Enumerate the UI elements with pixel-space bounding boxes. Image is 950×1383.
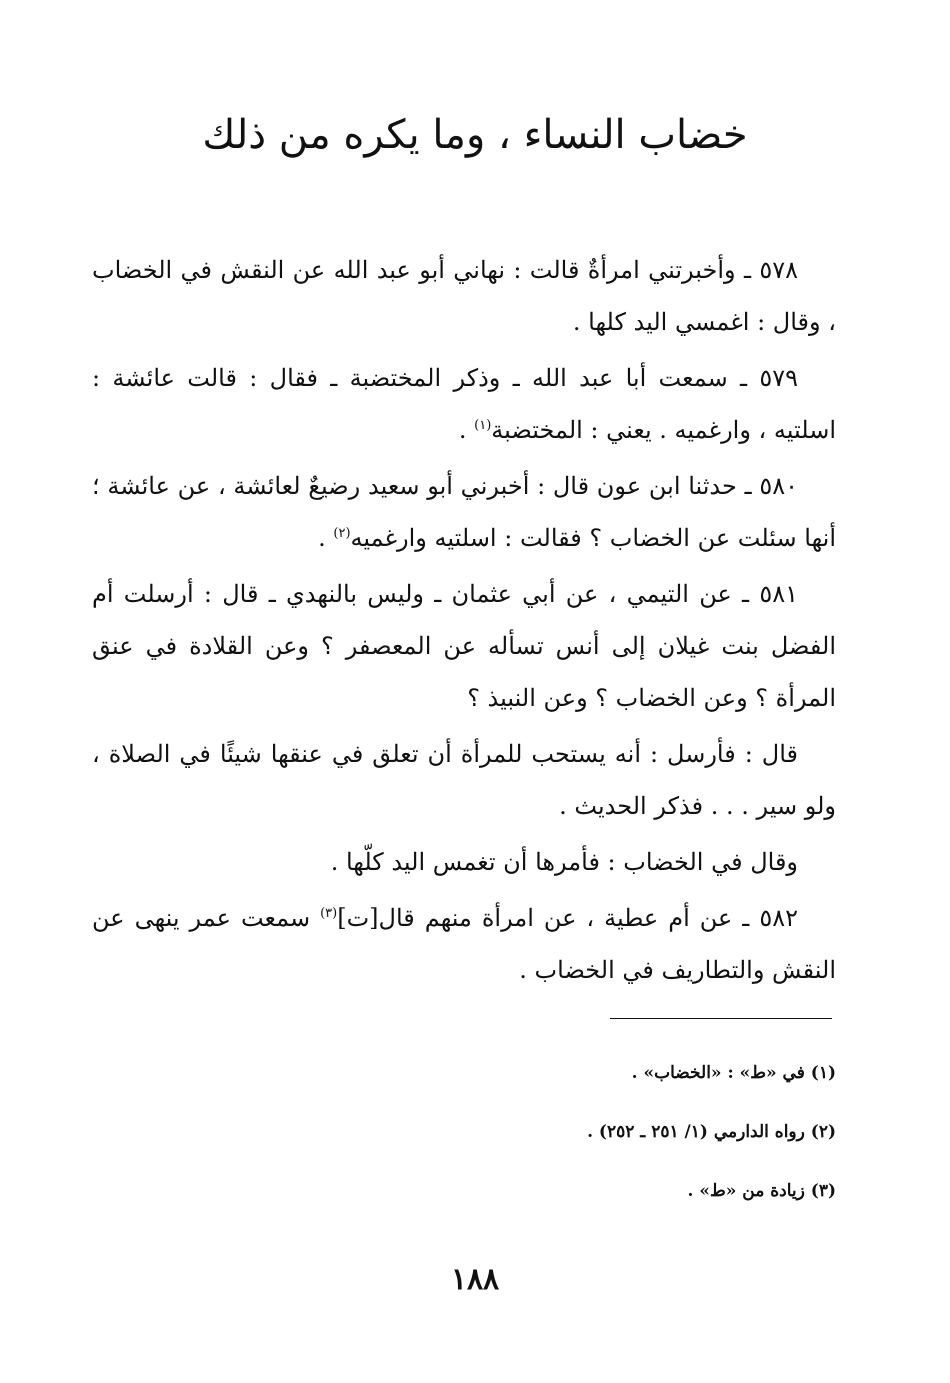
paragraph-579	[92, 352, 836, 456]
footnote-3: (٣) زيادة من «ط» .	[687, 1181, 836, 1201]
footnote-2: (٢) رواه الدارمي (١/ ٢٥١ ـ ٢٥٢) .	[587, 1122, 836, 1142]
paragraph-text: قال : فأرسل : أنه يستحب للمرأة أن تعلق في عنقها شيئًا في الصلاة ، ولو سير . . . فذكر الحديث .	[92, 740, 836, 820]
paragraph-text: ٥٧٩ ـ سمعت أبا عبد الله ـ وذكر المختضبة ـ فقال : قالت عائشة : اسلتيه ، وارغميه . يعني : المختضبة	[92, 364, 836, 444]
footnote-1: (١) في «ط» : «الخضاب» .	[631, 1063, 836, 1083]
footnote-divider	[610, 1018, 832, 1019]
paragraph-text: ٥٨١ ـ عن التيمي ، عن أبي عثمان ـ وليس بالنهدي ـ قال : أرسلت أم الفضل بنت غيلان إلى أنس تسأله عن المعصفر ؟ وعن القلادة في عنق المرأة ؟ وعن الخضاب ؟ وعن النبيذ ؟	[92, 580, 836, 712]
footnote-ref[interactable]: (٣)	[320, 906, 338, 921]
paragraph-tail: .	[458, 416, 475, 444]
paragraph-580	[92, 460, 836, 564]
paragraph-tail: .	[318, 524, 334, 552]
paragraph-582	[92, 892, 836, 996]
paragraph-tail: سمعت عمر ينهى عن النقش والتطاريف في الخضاب .	[92, 904, 836, 984]
paragraph-581-cont-1	[92, 728, 836, 832]
paragraph-text: ٥٨٢ ـ عن أم عطية ، عن امرأة منهم قال[ت]	[337, 904, 798, 932]
main-text	[92, 244, 836, 1000]
paragraph-text: ٥٧٨ ـ وأخبرتني امرأةٌ قالت : نهاني أبو عبد الله عن النقش في الخضاب ، وقال : اغمسي اليد كلها .	[92, 256, 836, 336]
chapter-title: خضاب النساء ، وما يكره من ذلك	[202, 112, 748, 158]
paragraph-578	[92, 244, 836, 348]
footnotes	[92, 1058, 836, 1235]
page-number: ١٨٨	[450, 1262, 500, 1297]
footnote-ref[interactable]: (١)	[474, 418, 492, 433]
paragraph-text: وقال في الخضاب : فأمرها أن تغمس اليد كلّها .	[330, 848, 798, 876]
paragraph-text: ٥٨٠ ـ حدثنا ابن عون قال : أخبرني أبو سعيد رضيعٌ لعائشة ، عن عائشة ؛ أنها سئلت عن الخضاب ؟ فقالت : اسلتيه وارغميه	[92, 472, 836, 552]
paragraph-581	[92, 568, 836, 724]
footnote-ref[interactable]: (٢)	[333, 526, 351, 541]
paragraph-581-cont-2	[92, 836, 836, 888]
